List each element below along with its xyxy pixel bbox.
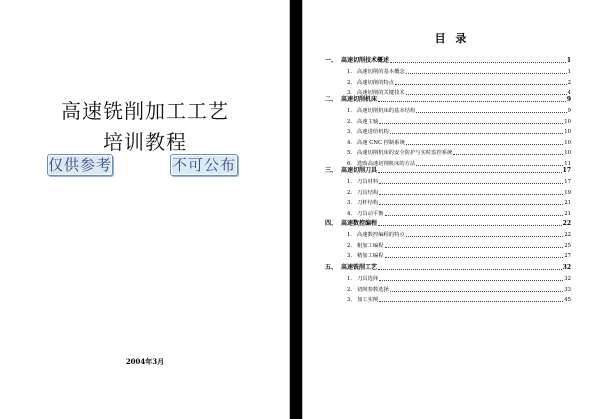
toc-page-number: 10 [564, 150, 571, 156]
toc-chapter[interactable] [325, 97, 571, 103]
toc-section-number: 4. [347, 139, 353, 146]
toc-leader-dots [378, 168, 562, 173]
toc-page-number: 32 [564, 276, 571, 282]
toc-section-title: 刀具材料 [357, 179, 379, 185]
toc-section-number: 2. [347, 79, 353, 86]
toc-page-number: 22 [562, 220, 571, 227]
cover-title-line1: 高速铣削加工工艺 [61, 99, 229, 123]
toc-chapter[interactable] [325, 221, 571, 227]
toc-section-number: 5. [347, 150, 353, 156]
toc-section-number: 1. [347, 69, 353, 75]
toc-section-title: 高速切削的关键技术 [357, 90, 405, 96]
toc-chapter-title: 高速数控编程 [341, 220, 378, 227]
toc-section-number: 1. [347, 108, 353, 114]
toc-section-number: 1. [347, 276, 353, 282]
toc-section-title: 高速 CNC 控制系统 [357, 139, 405, 146]
toc-page-number: 2 [567, 79, 571, 86]
toc-section[interactable] [347, 253, 571, 259]
toc-section-number: 6. [347, 160, 353, 167]
toc-section[interactable] [347, 276, 571, 282]
toc-leader-dots [379, 179, 563, 184]
toc-leader-dots [379, 276, 563, 281]
toc-leader-dots [378, 265, 562, 270]
toc-leader-dots [379, 190, 563, 195]
toc-leader-dots [390, 287, 563, 292]
cover-title-line2: 培训教程 [103, 130, 187, 154]
toc-heading: 目 录 [434, 32, 470, 45]
toc-section[interactable] [347, 90, 571, 96]
toc-section-title: 刀具动平衡 [357, 210, 384, 217]
toc-leader-dots [406, 69, 567, 74]
toc-chapter[interactable] [325, 58, 571, 64]
toc-chapter-title: 高速切削机床 [341, 96, 378, 103]
not-public-stamp: 不可公布 [171, 156, 236, 174]
page-divider [290, 0, 302, 419]
toc-section-title: 高速切削的基本概念 [357, 69, 405, 75]
toc-chapter-title: 高速铣削工艺 [341, 264, 378, 271]
toc-section-number: 3. [347, 129, 353, 135]
toc-page-number: 22 [564, 232, 571, 238]
toc-chapter[interactable] [325, 168, 571, 174]
toc-leader-dots [395, 80, 567, 85]
toc-page-number: 45 [564, 297, 571, 303]
toc-section[interactable] [347, 129, 571, 135]
toc-chapter-number: 三、 [325, 167, 338, 174]
toc-section-number: 4. [347, 210, 353, 217]
toc-section[interactable] [347, 119, 571, 125]
reference-only-stamp: 仅供参考 [48, 156, 113, 174]
toc-leader-dots [416, 108, 566, 113]
toc-section[interactable] [347, 211, 571, 217]
toc-section-number: 2. [347, 242, 353, 249]
toc-leader-dots [378, 221, 562, 226]
toc-leader-dots [385, 253, 564, 258]
toc-leader-dots [378, 97, 566, 102]
toc-section[interactable] [347, 297, 571, 303]
toc-chapter[interactable] [325, 265, 571, 271]
toc-page-number: 1 [567, 69, 571, 75]
toc-section-title: 加工实例 [357, 297, 379, 303]
cover-page [0, 0, 290, 419]
toc-page-number: 19 [564, 189, 571, 196]
toc-leader-dots [379, 119, 563, 124]
toc-leader-dots [385, 243, 564, 248]
toc-page-number: 27 [564, 253, 571, 259]
toc-leader-dots [453, 150, 563, 155]
toc-section-number: 3. [347, 253, 353, 259]
toc-chapter-number: 五、 [325, 264, 338, 271]
toc-section[interactable] [347, 200, 571, 206]
toc-section[interactable] [347, 161, 571, 167]
toc-section-title: 刀具选择 [357, 276, 379, 282]
toc-page-number: 21 [564, 200, 571, 206]
toc-section-title: 选购高速切削机床的方法 [357, 160, 416, 167]
toc-section-number: 3. [347, 297, 353, 303]
toc-section-number: 2. [347, 118, 353, 125]
toc-page-number: 1 [566, 57, 571, 64]
toc-section-title: 刀杆结构 [357, 200, 379, 206]
toc-section-title: 高速主轴 [357, 118, 379, 125]
toc-section-number: 2. [347, 189, 353, 196]
toc-leader-dots [379, 200, 563, 205]
toc-page [302, 0, 600, 419]
toc-section[interactable] [347, 232, 571, 238]
toc-page-number: 10 [564, 129, 571, 135]
toc-section-number: 2. [347, 286, 353, 293]
toc-leader-dots [385, 211, 564, 216]
toc-page-number: 11 [564, 160, 571, 167]
toc-page-number: 17 [564, 179, 571, 185]
toc-section-title: 高速切削机床的基本结构 [357, 108, 416, 114]
toc-section-number: 3. [347, 90, 353, 96]
toc-page-number: 10 [564, 118, 571, 125]
toc-leader-dots [390, 129, 563, 134]
toc-section-title: 刀具结构 [357, 189, 379, 196]
toc-page-number: 9 [567, 108, 571, 114]
toc-section-title: 高速数控编程的特点 [357, 232, 405, 238]
toc-section[interactable] [347, 150, 571, 156]
toc-page-number: 4 [567, 90, 571, 96]
toc-chapter-number: 一、 [325, 57, 338, 64]
toc-section-number: 3. [347, 200, 353, 206]
toc-section[interactable] [347, 179, 571, 185]
toc-section[interactable] [347, 190, 571, 196]
toc-leader-dots [406, 140, 563, 145]
toc-section[interactable] [347, 69, 571, 75]
toc-section-title: 切削参数选择 [357, 286, 389, 293]
toc-section[interactable] [347, 287, 571, 293]
toc-section[interactable] [347, 243, 571, 249]
toc-page-number: 25 [564, 242, 571, 249]
toc-chapter-number: 二、 [325, 96, 338, 103]
toc-chapter-number: 四、 [325, 220, 338, 227]
toc-section[interactable] [347, 108, 571, 114]
toc-section[interactable] [347, 140, 571, 146]
toc-chapter-title: 高速切削技术概述 [341, 57, 390, 64]
cover-date: 2004年3月 [125, 357, 165, 366]
toc-page-number: 33 [564, 286, 571, 293]
toc-leader-dots [406, 90, 567, 95]
toc-page-number: 9 [566, 96, 571, 103]
toc-section-title: 粗加工编程 [357, 242, 384, 249]
toc-section-number: 1. [347, 179, 353, 185]
toc-section-title: 高速进给机构 [357, 129, 389, 135]
toc-chapter-title: 高速切削刀具 [341, 167, 378, 174]
toc-leader-dots [390, 58, 566, 63]
toc-page-number: 10 [564, 139, 571, 146]
toc-section[interactable] [347, 80, 571, 86]
toc-leader-dots [416, 161, 563, 166]
toc-section-title: 高速切削机床的安全防护与实时监控系统 [357, 150, 453, 156]
toc-page-number: 21 [564, 210, 571, 217]
toc-page-number: 32 [562, 264, 571, 271]
toc-section-title: 精加工编程 [357, 253, 384, 259]
toc-page-number: 17 [562, 167, 571, 174]
toc-section-title: 高速切削的特点 [357, 79, 395, 86]
toc-leader-dots [379, 297, 563, 302]
toc-leader-dots [406, 232, 564, 237]
toc-section-number: 1. [347, 232, 353, 238]
